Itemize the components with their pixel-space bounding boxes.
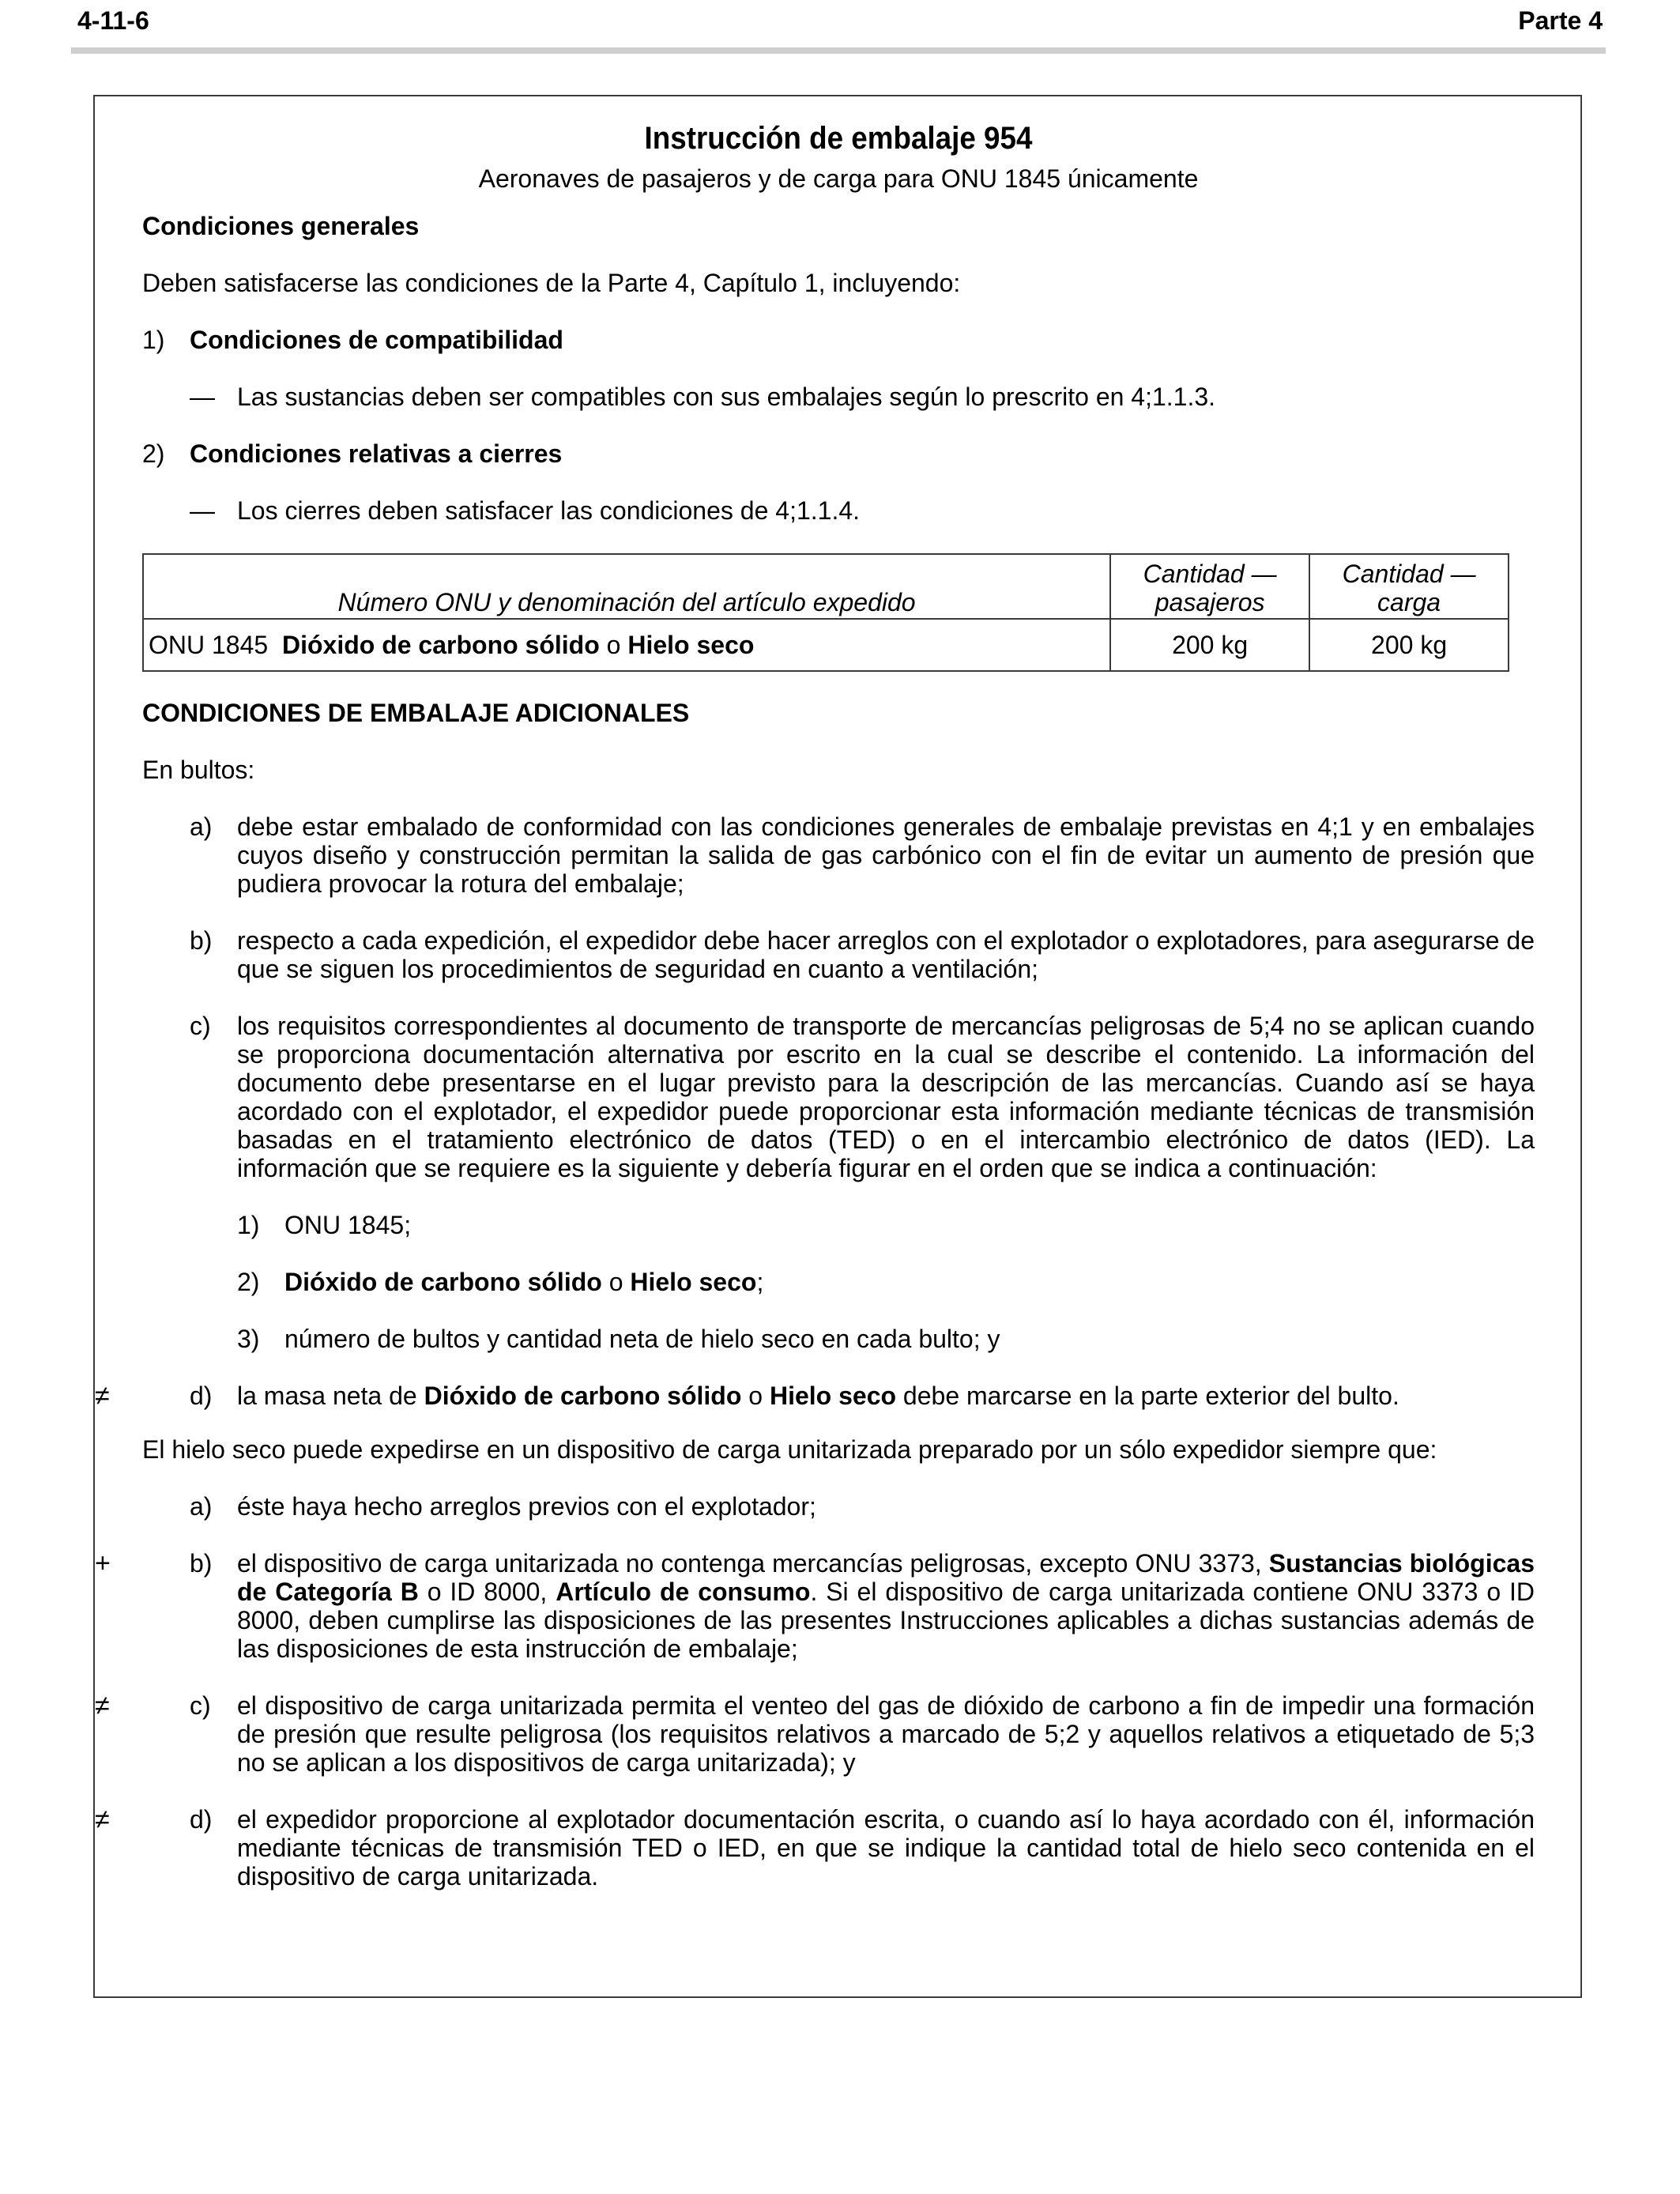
item-label: c) [190,1691,211,1720]
item-title: Condiciones de compatibilidad [190,326,563,354]
item-label: d) [190,1805,213,1834]
change-mark: + [95,1548,111,1578]
item-text: ONU 1845; [284,1211,412,1239]
uld-item-c [95,1691,1535,1777]
item-text: respecto a cada expedición, el expedidor debe hacer arreglos con el explotador o explotadores, para asegurarse de que se siguen los procedimientos de seguridad en cuanto a ventilación; [237,926,1535,983]
item-label: a) [190,812,213,841]
header-text: pasajeros [1155,588,1265,616]
item-text: Los cierres deben satisfacer las condiciones de 4;1.1.4. [237,496,861,525]
item-text: éste haya hecho arreglos previos con el explotador; [237,1492,816,1521]
connector: o [606,631,621,659]
additional-item-a [142,812,1535,898]
additional-intro: En bultos: [142,756,255,784]
additional-heading: CONDICIONES DE EMBALAJE ADICIONALES [142,699,690,727]
item-text: Las sustancias deben ser compatibles con sus embalajes según lo prescrito en 4;1.1.3. [237,383,1216,411]
substance-name: Hielo seco [627,631,755,659]
item-label: b) [190,926,213,955]
general-item-1-detail [142,383,1535,411]
additional-item-b [142,926,1535,983]
header-text: carga [1377,588,1441,616]
header-text: Cantidad — [1143,560,1277,588]
cell-un-name [143,619,1110,671]
c-subitem-2 [142,1268,1535,1296]
cell-passenger: 200 kg [1110,619,1309,671]
general-item-2-detail [142,496,1535,525]
un-number: ONU 1845 [149,631,269,659]
item-label: 3) [237,1325,260,1353]
substance-name: Dióxido de carbono sólido [281,631,600,659]
item-label: 2) [142,439,165,468]
item-text: número de bultos y cantidad neta de hielo seco en cada bulto; y [284,1325,1000,1353]
general-item-1 [142,326,1535,354]
item-title: Condiciones relativas a cierres [190,439,563,468]
substance-name: Hielo seco [630,1268,757,1296]
item-label: b) [190,1549,213,1578]
item-text: o ID 8000, [418,1578,556,1606]
table-row [143,619,1509,671]
page-header [71,6,1604,46]
change-mark: ≠ [95,1804,110,1834]
item-text: el dispositivo de carga unitarizada no contenga mercancías peligrosas, excepto ONU 3373, [237,1549,1269,1578]
header-cargo [1309,554,1509,619]
item-text: el expedidor proporcione al explotador documentación escrita, o cuando así lo haya acordado con él, información mediante técnicas de transmisión TED o IED, en que se indique la cantidad total de hielo seco contenida en el dispositivo de carga unitarizada. [237,1805,1535,1891]
general-item-2 [142,439,1535,468]
c-subitem-3 [142,1325,1535,1353]
change-mark: ≠ [95,1381,110,1411]
general-intro: Deben satisfacerse las condiciones de la Parte 4, Capítulo 1, incluyendo: [142,269,961,297]
item-text: el dispositivo de carga unitarizada permita el venteo del gas de dióxido de carbono a fin de impedir una formación de presión que resulte peligrosa (los requisitos relativos a marcado de 5;2 y aquellos relativos a etiquetado de 5;3 no se aplican a los dispositivos de carga unitarizada); y [237,1691,1535,1777]
item-text: los requisitos correspondientes al documento de transporte de mercancías peligrosas de 5;4 no se aplican cuando se proporciona documentación alternativa por escrito en la cual se describe el contenido. La información del documento debe presentarse en el lugar previsto para la descripción de las mercancías. Cuando así se haya acordado con el explotador, el expedidor puede proporcionar esta información mediante técnicas de transmisión basadas en el tratamiento electrónico de datos (TED) o en el intercambio electrónico de datos (IED). La información que se requiere es la siguiente y debería figurar en el orden que se indica a continuación: [237,1012,1535,1182]
dash-marker: — [190,383,215,411]
substance-name: Dióxido de carbono sólido [284,1268,602,1296]
substance-name: Sustancias biológicas de Categoría B [237,1549,1535,1606]
uld-item-b [95,1548,1535,1663]
item-label: c) [190,1012,211,1040]
punctuation: ; [756,1268,764,1296]
instruction-content [95,119,1535,1891]
item-text: debe estar embalado de conformidad con las condiciones generales de embalaje previstas en 4;1 y en embalajes cuyos diseño y construcción permitan la salida de gas carbónico con el fin de evitar un aumento de presión que pudiera provocar la rotura del embalaje; [237,812,1535,898]
item-label: 1) [237,1211,260,1239]
instruction-title: Instrucción de embalaje 954 [644,121,1033,156]
item-label: 2) [237,1268,260,1296]
item-text: debe marcarse en la parte exterior del bulto. [896,1382,1399,1410]
quantity-table [142,553,1509,672]
header-passenger [1110,554,1309,619]
general-heading: Condiciones generales [142,212,420,240]
table-header-row [143,554,1509,619]
connector: o [741,1382,770,1410]
additional-item-c [142,1012,1535,1182]
additional-item-d [95,1381,1535,1411]
header-rule [71,47,1606,54]
substance-name: Hielo seco [769,1382,897,1410]
instruction-subtitle: Aeronaves de pasajeros y de carga para ONU 1845 únicamente [478,164,1199,193]
dash-marker: — [190,496,215,525]
item-text: . Si el dispositivo de carga unitarizada contiene ONU 3373 o ID 8000, deben cumplirse las disposiciones de las presentes Instrucciones aplicables a dichas sustancias además de las disposiciones de esta instrucción de embalaje; [237,1578,1535,1663]
item-label: 1) [142,326,165,354]
uld-intro: El hielo seco puede expedirse en un dispositivo de carga unitarizada preparado por un sólo expedidor siempre que: [142,1435,1437,1464]
header-un-name: Número ONU y denominación del artículo expedido [143,554,1110,619]
c-subitem-1 [142,1211,1535,1239]
item-text: la masa neta de [237,1382,424,1410]
page-number: 4-11-6 [77,6,149,35]
item-label: d) [190,1382,213,1410]
header-text: Cantidad — [1342,560,1476,588]
part-label: Parte 4 [1518,6,1603,35]
cell-cargo: 200 kg [1309,619,1509,671]
substance-name: Dióxido de carbono sólido [424,1382,742,1410]
change-mark: ≠ [95,1691,110,1721]
connector: o [601,1268,631,1296]
substance-name: Artículo de consumo [556,1578,811,1606]
uld-item-a [142,1492,1535,1521]
uld-item-d [95,1804,1535,1891]
item-label: a) [190,1492,213,1521]
